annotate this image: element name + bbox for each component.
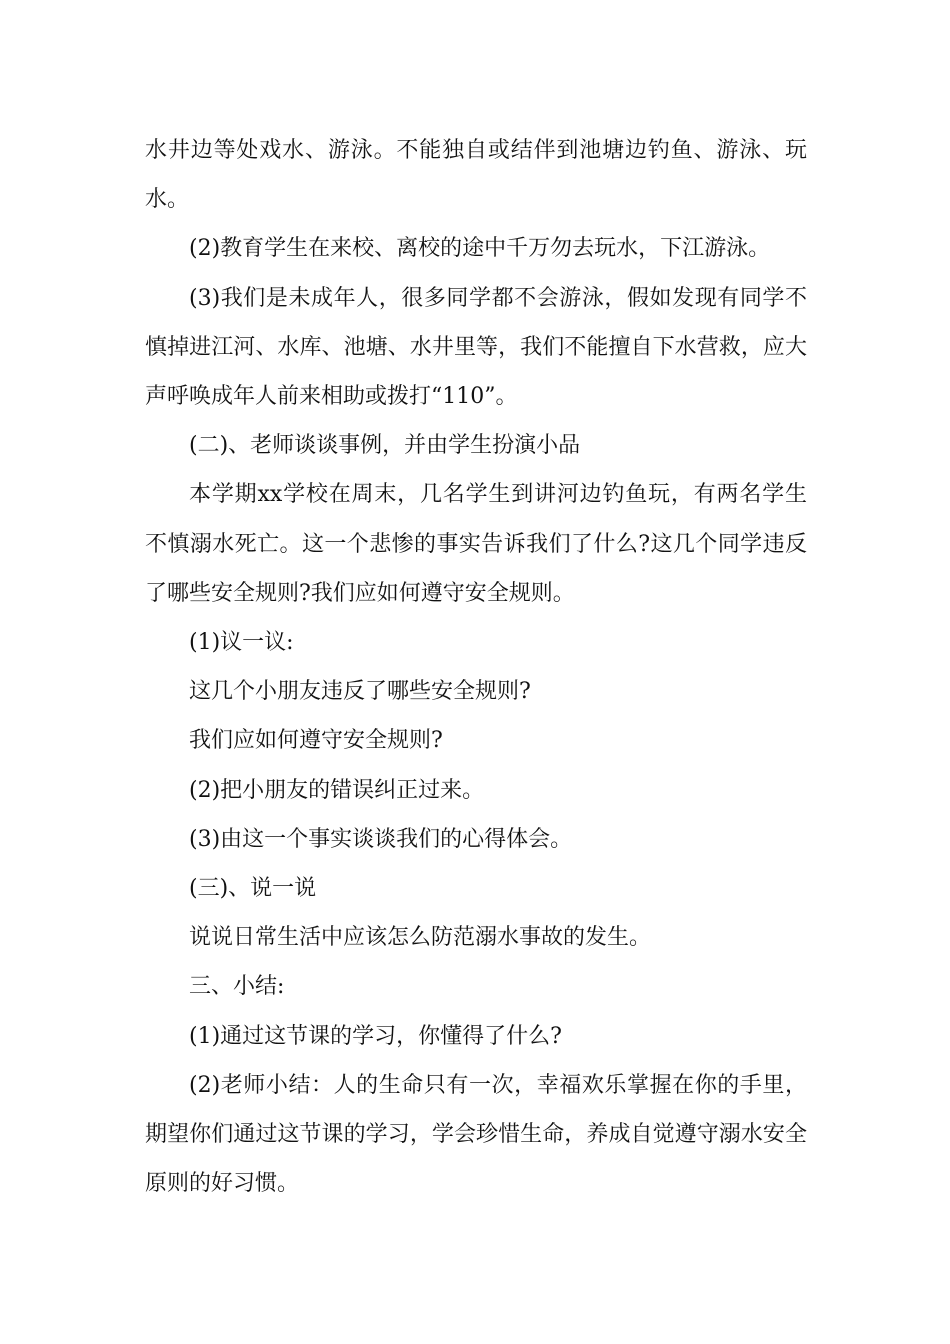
paragraph: (2)老师小结：人的生命只有一次，幸福欢乐掌握在你的手里，期望你们通过这节课的学习，学会珍惜生命，养成自觉遵守溺水安全原则的好习惯。	[145, 1072, 807, 1197]
paragraph: 本学期xx学校在周末，几名学生到讲河边钓鱼玩，有两名学生不慎溺水死亡。这一个悲惨的事实告诉我们了什么?这几个同学违反了哪些安全规则?我们应如何遵守安全规则。	[145, 482, 807, 606]
section-heading: (三)、说一说	[189, 876, 317, 902]
paragraph: (2)教育学生在来校、离校的途中千万勿去玩水，下江游泳。	[189, 236, 771, 262]
paragraph: (3)由这一个事实谈谈我们的心得体会。	[189, 826, 573, 852]
section-heading: 三、小结:	[189, 974, 285, 1000]
paragraph: (3)我们是未成年人，很多同学都不会游泳，假如发现有同学不慎掉进江河、水库、池塘、水井里等，我们不能擅自下水营救，应大声呼唤成年人前来相助或拨打“110”。	[145, 285, 807, 410]
section-heading: (二)、老师谈谈事例，并由学生扮演小品	[189, 433, 581, 459]
paragraph: 水井边等处戏水、游泳。不能独自或结伴到池塘边钓鱼、游泳、玩水。	[145, 138, 807, 213]
paragraph: (1)议一议:	[189, 630, 294, 656]
paragraph: (1)通过这节课的学习，你懂得了什么?	[189, 1023, 562, 1049]
paragraph: 这几个小朋友违反了哪些安全规则?	[189, 679, 531, 705]
document-body	[145, 126, 807, 1208]
paragraph: 说说日常生活中应该怎么防范溺水事故的发生。	[189, 925, 652, 951]
paragraph: (2)把小朋友的错误纠正过来。	[189, 777, 485, 803]
paragraph: 我们应如何遵守安全规则?	[189, 728, 443, 754]
